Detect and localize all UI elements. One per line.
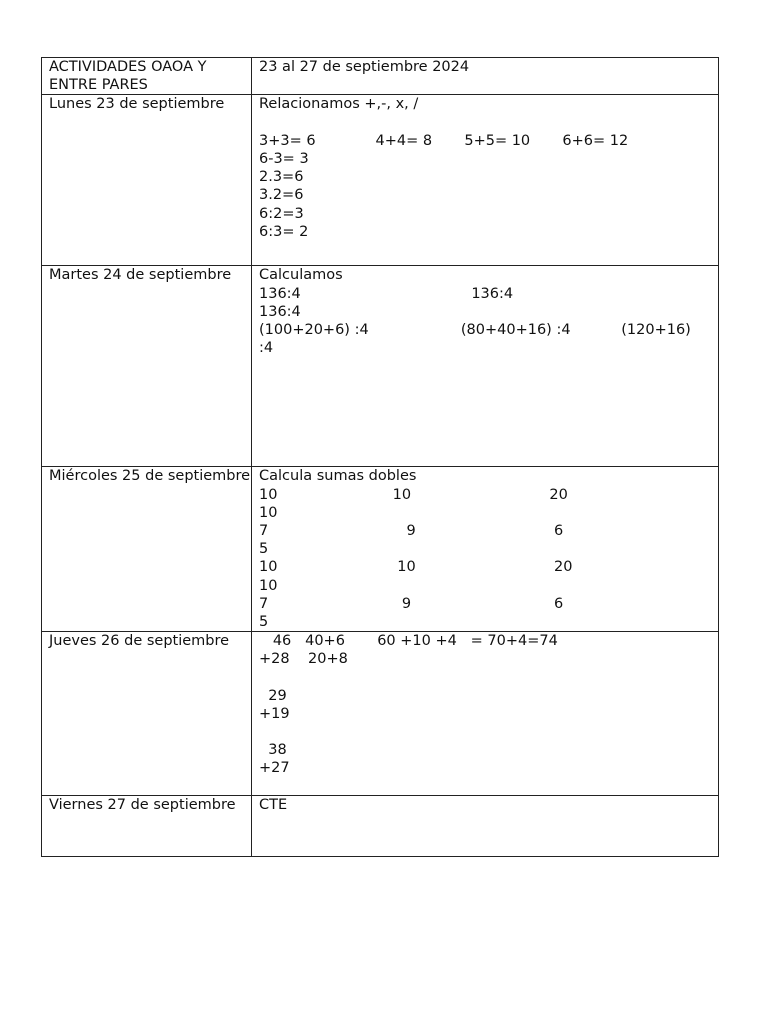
table-row [42,266,719,467]
day-cell [42,796,252,857]
activity-cell [252,632,719,796]
activity-line: 5 [259,613,269,630]
header-activities-label: ACTIVIDADES OAOA Y ENTRE PARES [49,59,207,94]
activity-line: 3.2=6 [259,187,304,204]
activity-line: +19 [259,705,290,722]
activity-line: CTE [259,797,288,814]
activity-line [259,723,718,741]
header-activities-cell [42,58,252,95]
table-row [42,632,719,796]
activity-line [259,114,718,132]
day-cell [42,266,252,467]
activities-table [41,57,719,857]
activity-cell [252,796,719,857]
activity-line: 7 9 6 [259,595,564,612]
day-label-wednesday: Miércoles 25 de septiembre [49,468,251,485]
activity-cell [252,467,719,632]
day-label-thursday: Jueves 26 de septiembre [49,633,230,650]
activity-line: 10 [259,504,278,521]
day-label-friday: Viernes 27 de septiembre [49,797,236,814]
activity-line [259,668,718,686]
activity-line: 10 10 20 [259,559,573,576]
table-header-row [42,58,719,95]
activity-line: 6:3= 2 [259,223,309,240]
activity-line: 46 40+6 60 +10 +4 = 70+4=74 [259,633,558,650]
activity-cell [252,266,719,467]
day-cell [42,467,252,632]
activity-line: 29 [259,687,287,704]
header-date-range-cell [252,58,719,95]
activity-line: (100+20+6) :4 (80+40+16) :4 (120+16) [259,321,691,338]
activity-line: 38 [259,742,287,759]
activity-cell [252,95,719,266]
activity-line: 10 [259,577,278,594]
activity-line: +28 20+8 [259,651,348,668]
activity-line: :4 [259,340,274,357]
day-cell [42,632,252,796]
table-row [42,95,719,266]
activity-line: +27 [259,760,290,777]
activity-line: 136:4 136:4 [259,285,514,302]
activity-line: 3+3= 6 4+4= 8 5+5= 10 6+6= 12 [259,132,629,149]
table-row [42,796,719,857]
activity-line: 6:2=3 [259,205,304,222]
activity-line: 6-3= 3 [259,150,309,167]
activity-line: 7 9 6 [259,522,564,539]
activity-line: Calculamos [259,267,343,284]
activity-line: 136:4 [259,303,301,320]
header-date-range-label: 23 al 27 de septiembre 2024 [259,59,470,75]
activity-line: 5 [259,541,269,558]
day-label-monday: Lunes 23 de septiembre [49,96,225,113]
activity-line: 10 10 20 [259,486,568,503]
activity-line: Relacionamos +,-, x, / [259,96,419,113]
table-row [42,467,719,632]
day-label-tuesday: Martes 24 de septiembre [49,267,232,284]
day-cell [42,95,252,266]
activity-line: Calcula sumas dobles [259,468,417,485]
activity-line: 2.3=6 [259,169,304,186]
